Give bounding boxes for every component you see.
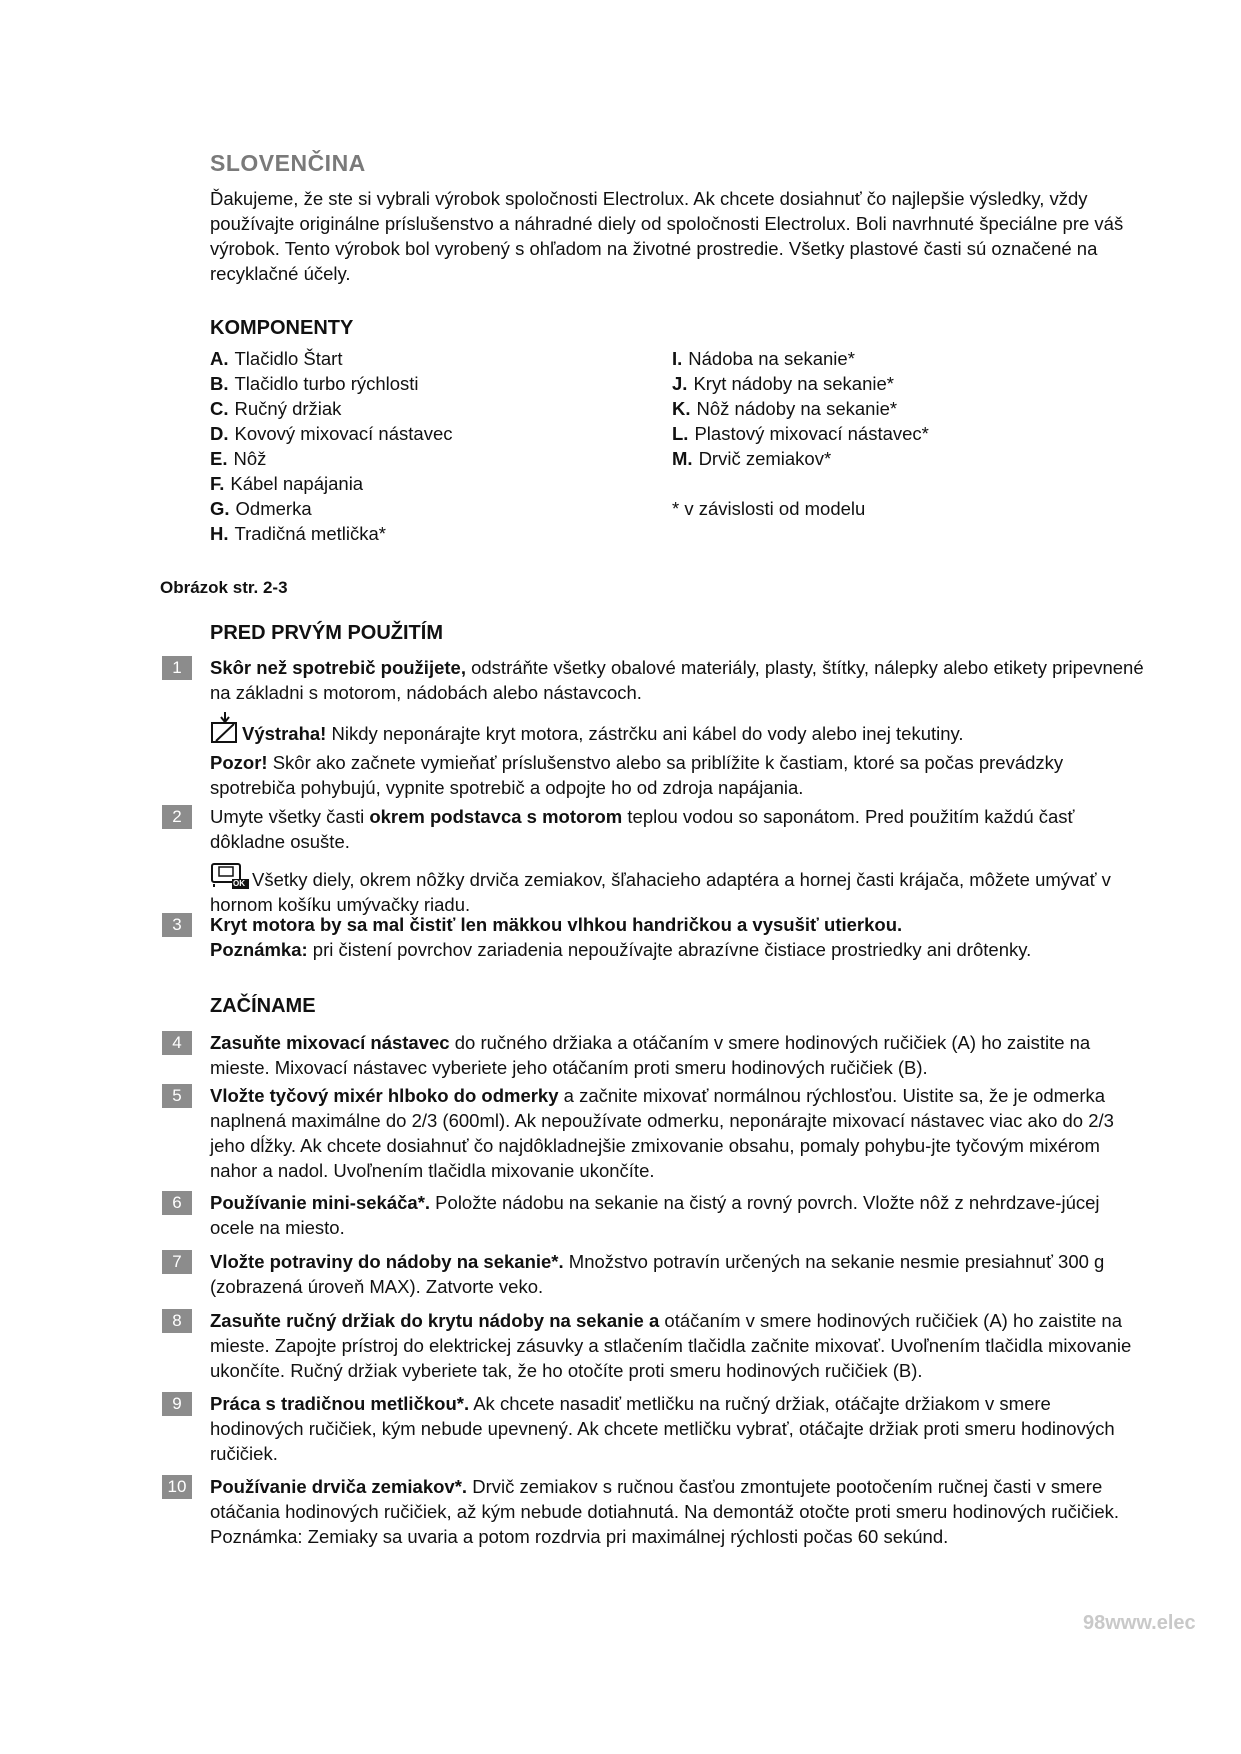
step-number-badge: 1	[162, 656, 192, 680]
step-1: Skôr než spotrebič použijete, odstráňte všetky obalové materiály, plasty, štítky, nálepky alebo etikety pripevnené na základni s motorom, nádobách alebo nástavcoch.	[210, 657, 1144, 703]
first-use-heading: PRED PRVÝM POUŽITÍM	[210, 622, 443, 644]
step-8: Zasuňte ručný držiak do krytu nádoby na sekanie a otáčaním v smere hodinových ručičiek (A) ho zaistite na mieste. Zapojte prístroj do elektrickej zásuvky a stlačením tlačidla začnite mixovať. Uvoľnením tlačidla mixovanie ukončíte. Ručný držiak vyberiete tak, že ho otočíte proti smeru hodinových ručičiek (B).	[210, 1310, 1132, 1381]
list-spacer	[672, 471, 929, 496]
page-title: SLOVENČINA	[210, 150, 366, 176]
step-6: Používanie mini-sekáča*. Položte nádobu na sekanie na čistý a rovný povrch. Vložte nôž z nehrdzave-júcej ocele na miesto.	[210, 1192, 1100, 1238]
dishwasher-safe-icon: OK	[210, 860, 250, 890]
component-item: K. Nôž nádoby na sekanie*	[672, 398, 898, 419]
component-item: J. Kryt nádoby na sekanie*	[672, 373, 894, 394]
step-number-badge: 4	[162, 1031, 192, 1055]
components-list-left	[210, 346, 452, 546]
component-item: F. Kábel napájania	[210, 473, 364, 494]
step-number-badge: 7	[162, 1250, 192, 1274]
components-list-right	[672, 346, 929, 521]
component-item: B. Tlačidlo turbo rýchlosti	[210, 373, 419, 394]
no-immerse-warning-icon	[210, 712, 240, 750]
step-5: Vložte tyčový mixér hlboko do odmerky a začnite mixovať normálnou rýchlosťou. Uistite sa, že je odmerka naplnená maximálne do 2/3 (600ml). Ak nepoužívate odmerku, neponárajte mixovací nástavec viac ako do 2/3 jeho dĺžky. Ak chcete dosiahnuť čo najdôkladnejšie zmixovanie obsahu, pomaly pohybu-jte tyčovým mixérom nahor a nadol. Uvoľnením tlačidla mixovanie ukončíte.	[210, 1085, 1114, 1181]
component-item: I. Nádoba na sekanie*	[672, 348, 855, 369]
step-7: Vložte potraviny do nádoby na sekanie*. Množstvo potravín určených na sekanie nesmie presiahnuť 300 g (zobrazená úroveň MAX). Zatvorte veko.	[210, 1251, 1105, 1297]
component-item: G. Odmerka	[210, 498, 312, 519]
step-3: Kryt motora by sa mal čistiť len mäkkou vlhkou handričkou a vysušiť utierkou. Poznámka: pri čistení povrchov zariadenia nepoužívajte abrazívne čistiace prostriedky ani drôtenky.	[210, 914, 1032, 960]
step-number-badge: 3	[162, 913, 192, 937]
step-10: Používanie drviča zemiakov*. Drvič zemiakov s ručnou časťou zmontujete pootočením ručnej časti v smere otáčania hodinových ručičiek, až kým nebude dotiahnutá. Na demontáž otočte proti smeru hodinových ručičiek. Poznámka: Zemiaky sa uvaria a potom rozdrvia pri maximálnej rýchlosti počas 60 sekúnd.	[210, 1476, 1120, 1547]
step-2: Umyte všetky časti okrem podstavca s motorom teplou vodou so saponátom. Pred použitím každú časť dôkladne osušte.	[210, 806, 1075, 852]
watermark: 98www.elec	[1083, 1612, 1196, 1634]
components-heading: KOMPONENTY	[210, 317, 354, 339]
figure-reference: Obrázok str. 2-3	[160, 578, 288, 597]
step-number-badge: 9	[162, 1392, 192, 1416]
warning-block: Výstraha! Nikdy neponárajte kryt motora, zástrčku ani kábel do vody alebo inej tekutiny. Pozor! Skôr ako začnete vymieňať príslušenstvo alebo sa priblížite k častiam, ktoré sa počas prevádzky spotrebiča pohybujú, vypnite spotrebič a odpojte ho od zdroja napájania.	[210, 712, 1145, 800]
component-item: D. Kovový mixovací nástavec	[210, 423, 453, 444]
step-4: Zasuňte mixovací nástavec do ručného držiaka a otáčaním v smere hodinových ručičiek (A) ho zaistite na mieste. Mixovací nástavec vyberiete jeho otáčaním proti smeru hodinových ručičiek (B).	[210, 1032, 1091, 1078]
step-number-badge: 2	[162, 805, 192, 829]
step-9: Práca s tradičnou metličkou*. Ak chcete nasadiť metličku na ručný držiak, otáčajte držiakom v smere hodinových ručičiek, kým nebude upevnený. Ak chcete metličku vybrať, otáčajte držiak proti smeru hodinových ručičiek.	[210, 1393, 1115, 1464]
component-item: A. Tlačidlo Štart	[210, 348, 343, 369]
getting-started-heading: ZAČÍNAME	[210, 995, 316, 1017]
component-item: E. Nôž	[210, 448, 267, 469]
component-item: C. Ručný držiak	[210, 398, 342, 419]
step-number-badge: 5	[162, 1084, 192, 1108]
dishwasher-note: OK Všetky diely, okrem nôžky drviča zemiakov, šľahacieho adaptéra a hornej časti krájača, môžete umývať v hornom košíku umývačky riadu.	[210, 860, 1145, 917]
component-item: M. Drvič zemiakov*	[672, 448, 832, 469]
intro-paragraph: Ďakujeme, že ste si vybrali výrobok spoločnosti Electrolux. Ak chcete dosiahnuť čo najlepšie výsledky, vždy používajte originálne príslušenstvo a náhradné diely od spoločnosti Electrolux. Boli navrhnuté špeciálne pre váš výrobok. Tento výrobok bol vyrobený s ohľadom na životné prostredie. Všetky plastové časti sú označené na recyklačné účely.	[210, 188, 1124, 284]
step-number-badge: 6	[162, 1191, 192, 1215]
component-item: L. Plastový mixovací nástavec*	[672, 423, 929, 444]
step-number-badge: 10	[162, 1475, 192, 1499]
components-footnote: * v závislosti od modelu	[672, 498, 866, 519]
step-number-badge: 8	[162, 1309, 192, 1333]
component-item: H. Tradičná metlička*	[210, 523, 386, 544]
